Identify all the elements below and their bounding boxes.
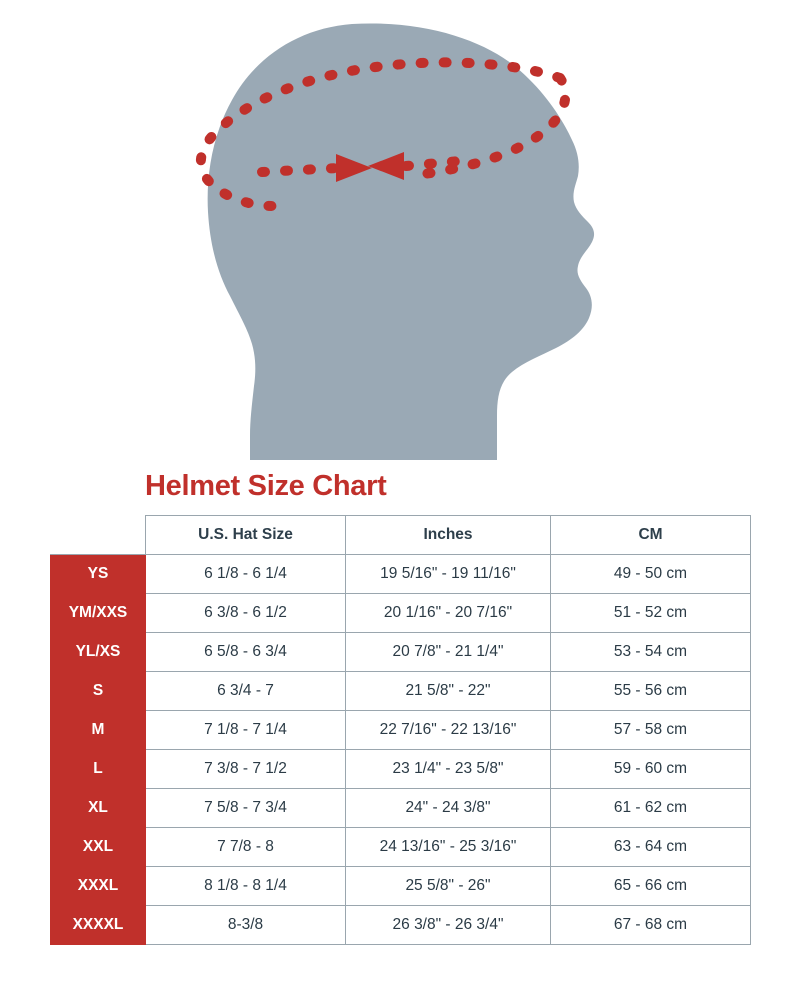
table-row bbox=[51, 594, 751, 633]
cm-cell: 51 - 52 cm bbox=[551, 594, 751, 633]
cm-cell: 49 - 50 cm bbox=[551, 555, 751, 594]
table-row bbox=[51, 633, 751, 672]
hat-size-cell: 6 1/8 - 6 1/4 bbox=[146, 555, 346, 594]
helmet-size-chart bbox=[50, 470, 750, 945]
head-measurement-illustration bbox=[0, 0, 800, 460]
inches-cell: 23 1/4" - 23 5/8" bbox=[346, 750, 551, 789]
cm-cell: 65 - 66 cm bbox=[551, 867, 751, 906]
table-row bbox=[51, 555, 751, 594]
hat-size-cell: 7 7/8 - 8 bbox=[146, 828, 346, 867]
inches-cell: 24" - 24 3/8" bbox=[346, 789, 551, 828]
cm-cell: 61 - 62 cm bbox=[551, 789, 751, 828]
size-label-cell: L bbox=[51, 750, 146, 789]
cm-cell: 59 - 60 cm bbox=[551, 750, 751, 789]
head-diagram-svg bbox=[0, 0, 800, 460]
table-row bbox=[51, 789, 751, 828]
hat-size-cell: 8 1/8 - 8 1/4 bbox=[146, 867, 346, 906]
hat-size-cell: 7 1/8 - 7 1/4 bbox=[146, 711, 346, 750]
hat-size-cell: 7 5/8 - 7 3/4 bbox=[146, 789, 346, 828]
size-label-cell: YL/XS bbox=[51, 633, 146, 672]
column-header-hat-size: U.S. Hat Size bbox=[146, 516, 346, 555]
table-header-row bbox=[51, 516, 751, 555]
inches-cell: 22 7/16" - 22 13/16" bbox=[346, 711, 551, 750]
size-label-cell: XL bbox=[51, 789, 146, 828]
table-row bbox=[51, 828, 751, 867]
inches-cell: 26 3/8" - 26 3/4" bbox=[346, 906, 551, 945]
column-header-inches: Inches bbox=[346, 516, 551, 555]
size-label-cell: YM/XXS bbox=[51, 594, 146, 633]
table-body bbox=[51, 555, 751, 945]
cm-cell: 53 - 54 cm bbox=[551, 633, 751, 672]
size-label-cell: M bbox=[51, 711, 146, 750]
cm-cell: 63 - 64 cm bbox=[551, 828, 751, 867]
table-row bbox=[51, 711, 751, 750]
hat-size-cell: 8-3/8 bbox=[146, 906, 346, 945]
hat-size-cell: 6 3/4 - 7 bbox=[146, 672, 346, 711]
size-label-cell: S bbox=[51, 672, 146, 711]
table-row bbox=[51, 906, 751, 945]
hat-size-cell: 6 5/8 - 6 3/4 bbox=[146, 633, 346, 672]
head-silhouette bbox=[208, 23, 594, 460]
table-row bbox=[51, 672, 751, 711]
size-label-cell: XXXXL bbox=[51, 906, 146, 945]
column-header-cm: CM bbox=[551, 516, 751, 555]
inches-cell: 19 5/16" - 19 11/16" bbox=[346, 555, 551, 594]
inches-cell: 24 13/16" - 25 3/16" bbox=[346, 828, 551, 867]
size-chart-table bbox=[50, 515, 751, 945]
cm-cell: 57 - 58 cm bbox=[551, 711, 751, 750]
table-row bbox=[51, 867, 751, 906]
size-label-cell: XXXL bbox=[51, 867, 146, 906]
table-row bbox=[51, 750, 751, 789]
inches-cell: 20 7/8" - 21 1/4" bbox=[346, 633, 551, 672]
hat-size-cell: 7 3/8 - 7 1/2 bbox=[146, 750, 346, 789]
cm-cell: 67 - 68 cm bbox=[551, 906, 751, 945]
table-header bbox=[51, 516, 751, 555]
chart-title: Helmet Size Chart bbox=[145, 470, 387, 502]
hat-size-cell: 6 3/8 - 6 1/2 bbox=[146, 594, 346, 633]
inches-cell: 21 5/8" - 22" bbox=[346, 672, 551, 711]
size-label-cell: XXL bbox=[51, 828, 146, 867]
size-label-cell: YS bbox=[51, 555, 146, 594]
inches-cell: 20 1/16" - 20 7/16" bbox=[346, 594, 551, 633]
inches-cell: 25 5/8" - 26" bbox=[346, 867, 551, 906]
cm-cell: 55 - 56 cm bbox=[551, 672, 751, 711]
table-corner-cell bbox=[51, 516, 146, 555]
